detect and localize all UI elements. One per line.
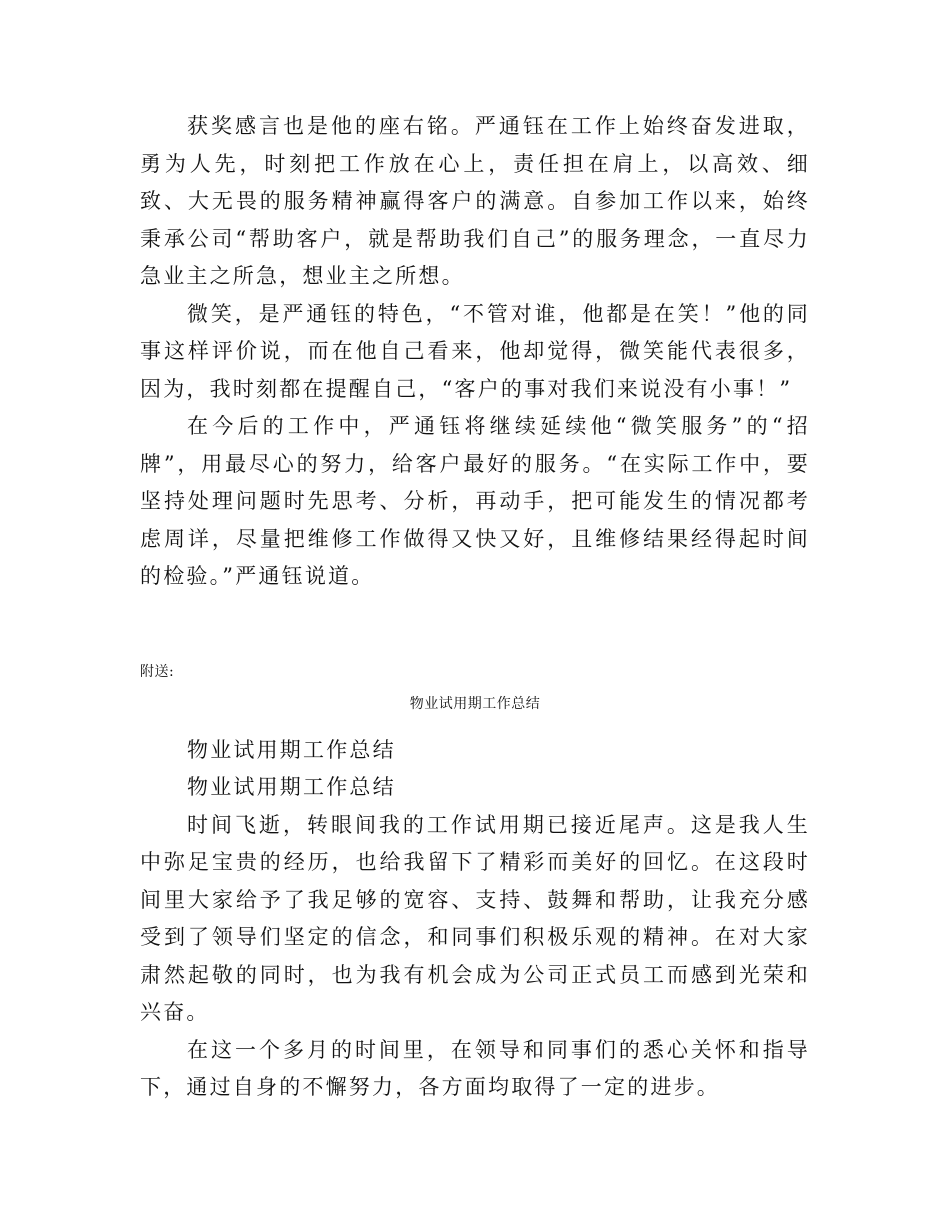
section-spacer xyxy=(140,596,810,662)
paragraph-future-work: 在今后的工作中，严通钰将继续延续他“微笑服务”的“招牌”，用最尽心的努力，给客户最好的服务。“在实际工作中，要坚持处理问题时先思考、分析，再动手，把可能发生的情况都考虑周详，尽量把维修工作做得又快又好，且维修结果经得起时间的检验。”严通钰说道。 xyxy=(140,414,810,588)
summary-heading-1: 物业试用期工作总结 xyxy=(187,737,396,762)
paragraph-award-motto: 获奖感言也是他的座右铭。严通钰在工作上始终奋发进取，勇为人先，时刻把工作放在心上，责任担在肩上，以高效、细致、大无畏的服务精神赢得客户的满意。自参加工作以来，始终秉承公司“帮助客户，就是帮助我们自己”的服务理念，一直尽力急业主之所急，想业主之所想。 xyxy=(140,114,810,288)
paragraph-smile: 微笑，是严通钰的特色，“不管对谁，他都是在笑！”他的同事这样评价说，而在他自己看来，他却觉得，微笑能代表很多，因为，我时刻都在提醒自己，“客户的事对我们来说没有小事！” xyxy=(140,301,810,401)
paragraph-progress: 在这一个多月的时间里，在领导和同事们的悉心关怀和指导下，通过自身的不懈努力，各方面均取得了一定的进步。 xyxy=(140,1037,810,1099)
document-page xyxy=(140,108,810,1107)
paragraph-probation-intro: 时间飞逝，转眼间我的工作试用期已接近尾声。这是我人生中弥足宝贵的经历，也给我留下了精彩而美好的回忆。在这段时间里大家给予了我足够的宽容、支持、鼓舞和帮助，让我充分感受到了领导们坚定的信念，和同事们积极乐观的精神。在对大家肃然起敬的同时，也为我有机会成为公司正式员工而感到光荣和兴奋。 xyxy=(140,812,810,1024)
summary-heading-2: 物业试用期工作总结 xyxy=(187,775,396,799)
summary-section xyxy=(140,732,810,1107)
article-section xyxy=(140,108,810,596)
attachment-title: 物业试用期工作总结 xyxy=(409,695,541,712)
attachment-label: 附送: xyxy=(140,663,175,680)
